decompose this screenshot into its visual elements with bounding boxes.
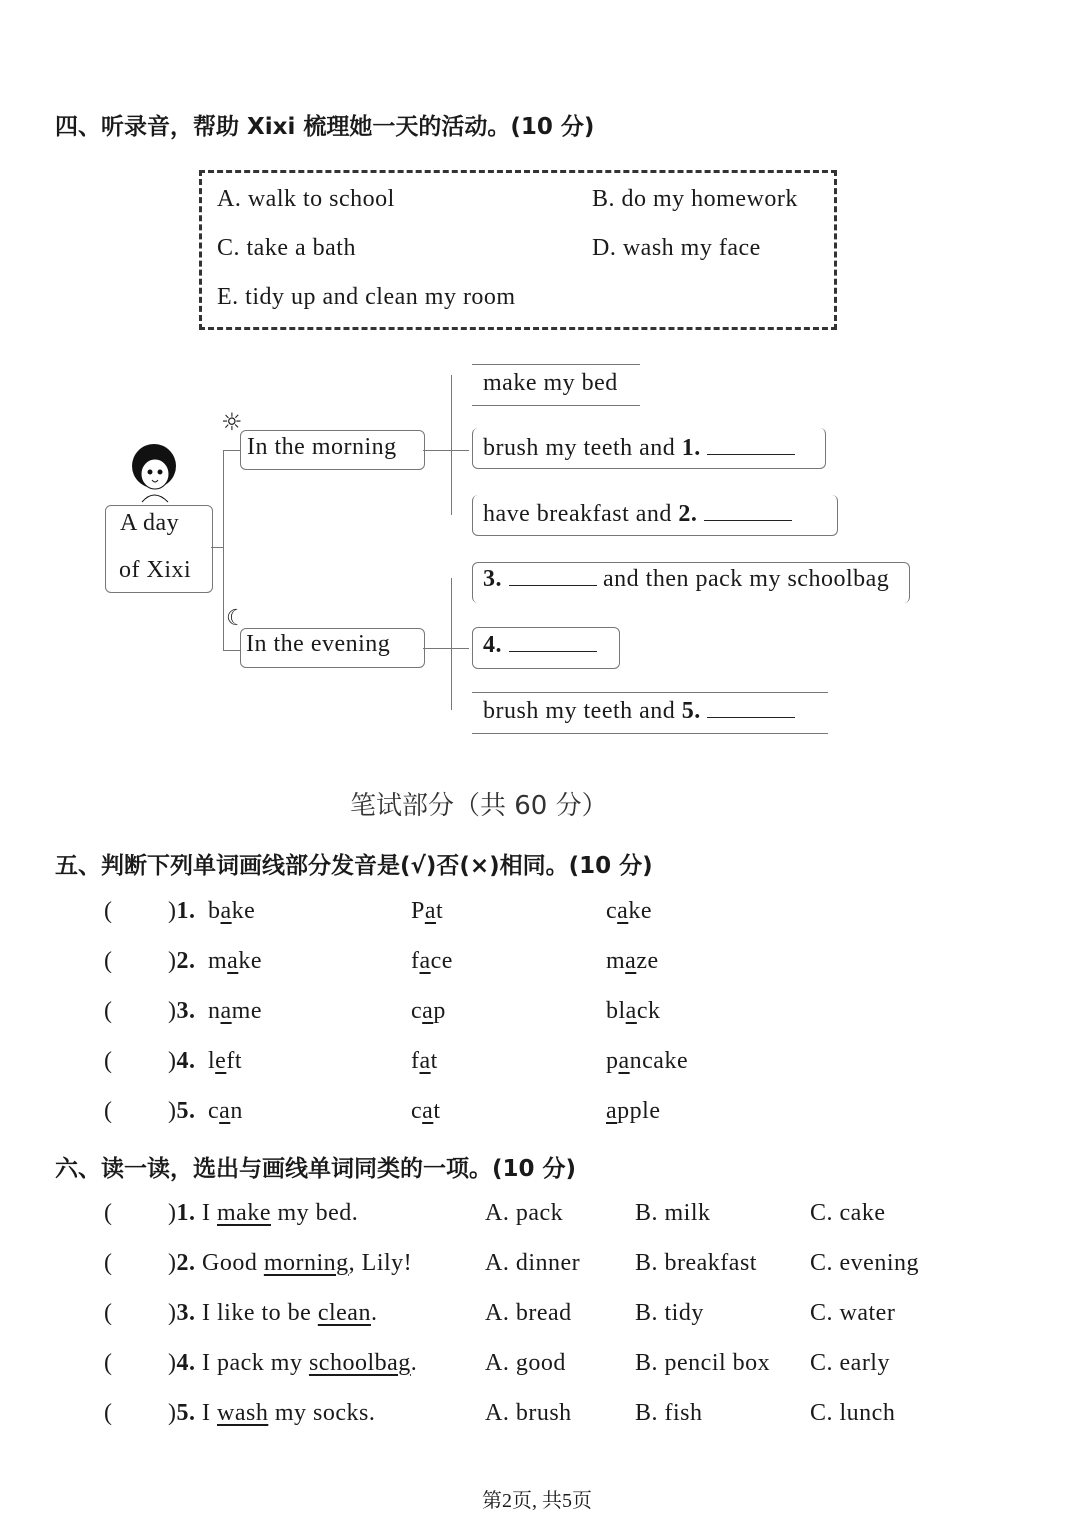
answer-blank-4[interactable] <box>509 633 597 652</box>
word: cat <box>411 1098 441 1124</box>
answer-paren[interactable]: ( <box>104 1098 113 1124</box>
morning-item3: have breakfast and 2. <box>483 501 792 528</box>
option-d: D. wash my face <box>592 235 761 261</box>
word: left <box>208 1048 242 1074</box>
answer-paren[interactable]: ( <box>104 1400 113 1426</box>
choice-c: C. cake <box>810 1200 886 1226</box>
word: cake <box>606 898 652 924</box>
choice-a: A. brush <box>485 1400 572 1426</box>
answer-paren[interactable]: ( <box>104 948 113 974</box>
evening-item2: 4. <box>483 632 597 659</box>
option-e: E. tidy up and clean my room <box>217 284 516 310</box>
choice-b: B. tidy <box>635 1300 704 1326</box>
section4-title: 四、听录音，帮助 Xixi 梳理她一天的活动。(10 分) <box>55 114 595 140</box>
answer-paren[interactable]: ( <box>104 1250 113 1276</box>
word: pancake <box>606 1048 689 1074</box>
question-sentence: )3. I like to be clean. <box>168 1300 378 1326</box>
word: face <box>411 948 453 974</box>
word: black <box>606 998 661 1024</box>
question-number: )4. <box>168 1048 196 1074</box>
choice-b: B. fish <box>635 1400 703 1426</box>
choice-b: B. milk <box>635 1200 711 1226</box>
choice-c: C. lunch <box>810 1400 896 1426</box>
answer-paren[interactable]: ( <box>104 998 113 1024</box>
word: bake <box>208 898 256 924</box>
choice-c: C. evening <box>810 1250 919 1276</box>
girl-avatar-icon <box>128 440 180 504</box>
word: name <box>208 998 262 1024</box>
answer-paren[interactable]: ( <box>104 1048 113 1074</box>
word: make <box>208 948 262 974</box>
word: cap <box>411 998 446 1024</box>
option-b: B. do my homework <box>592 186 798 212</box>
section5-title: 五、判断下列单词画线部分发音是(√)否(×)相同。(10 分) <box>55 853 653 879</box>
answer-paren[interactable]: ( <box>104 898 113 924</box>
question-sentence: )5. I wash my socks. <box>168 1400 376 1426</box>
option-a: A. walk to school <box>217 186 395 212</box>
word: fat <box>411 1048 438 1074</box>
choice-c: C. water <box>810 1300 896 1326</box>
word: apple <box>606 1098 661 1124</box>
question-number: )5. <box>168 1098 196 1124</box>
question-sentence: )1. I make my bed. <box>168 1200 359 1226</box>
choice-a: A. pack <box>485 1200 564 1226</box>
moon-icon: ☾ <box>226 606 246 631</box>
answer-paren[interactable]: ( <box>104 1200 113 1226</box>
written-part-title: 笔试部分（共 60 分） <box>350 791 608 821</box>
answer-blank-5[interactable] <box>707 699 795 718</box>
choice-a: A. good <box>485 1350 566 1376</box>
question-number: )3. <box>168 998 196 1024</box>
choice-a: A. dinner <box>485 1250 581 1276</box>
word: can <box>208 1098 243 1124</box>
evening-item3: brush my teeth and 5. <box>483 698 795 725</box>
question-sentence: )4. I pack my schoolbag. <box>168 1350 418 1376</box>
center-line1: A day <box>120 510 180 536</box>
morning-item2: brush my teeth and 1. <box>483 435 795 462</box>
morning-label: In the morning <box>247 434 397 460</box>
question-sentence: )2. Good morning, Lily! <box>168 1250 413 1276</box>
answer-paren[interactable]: ( <box>104 1300 113 1326</box>
option-c: C. take a bath <box>217 235 356 261</box>
word: maze <box>606 948 659 974</box>
section6-title: 六、读一读，选出与画线单词同类的一项。(10 分) <box>55 1156 577 1182</box>
page-footer: 第2页, 共5页 <box>482 1490 592 1512</box>
answer-blank-2[interactable] <box>704 502 792 521</box>
answer-blank-1[interactable] <box>707 436 795 455</box>
sun-icon: ☼ <box>221 408 243 436</box>
word: Pat <box>411 898 444 924</box>
answer-paren[interactable]: ( <box>104 1350 113 1376</box>
choice-b: B. breakfast <box>635 1250 757 1276</box>
question-number: )2. <box>168 948 196 974</box>
morning-item1: make my bed <box>483 370 618 396</box>
choice-c: C. early <box>810 1350 890 1376</box>
evening-item1: 3. and then pack my schoolbag <box>483 566 890 592</box>
answer-blank-3[interactable] <box>509 567 597 586</box>
question-number: )1. <box>168 898 196 924</box>
choice-a: A. bread <box>485 1300 572 1326</box>
evening-label: In the evening <box>246 631 391 657</box>
choice-b: B. pencil box <box>635 1350 771 1376</box>
center-line2: of Xixi <box>119 557 192 583</box>
